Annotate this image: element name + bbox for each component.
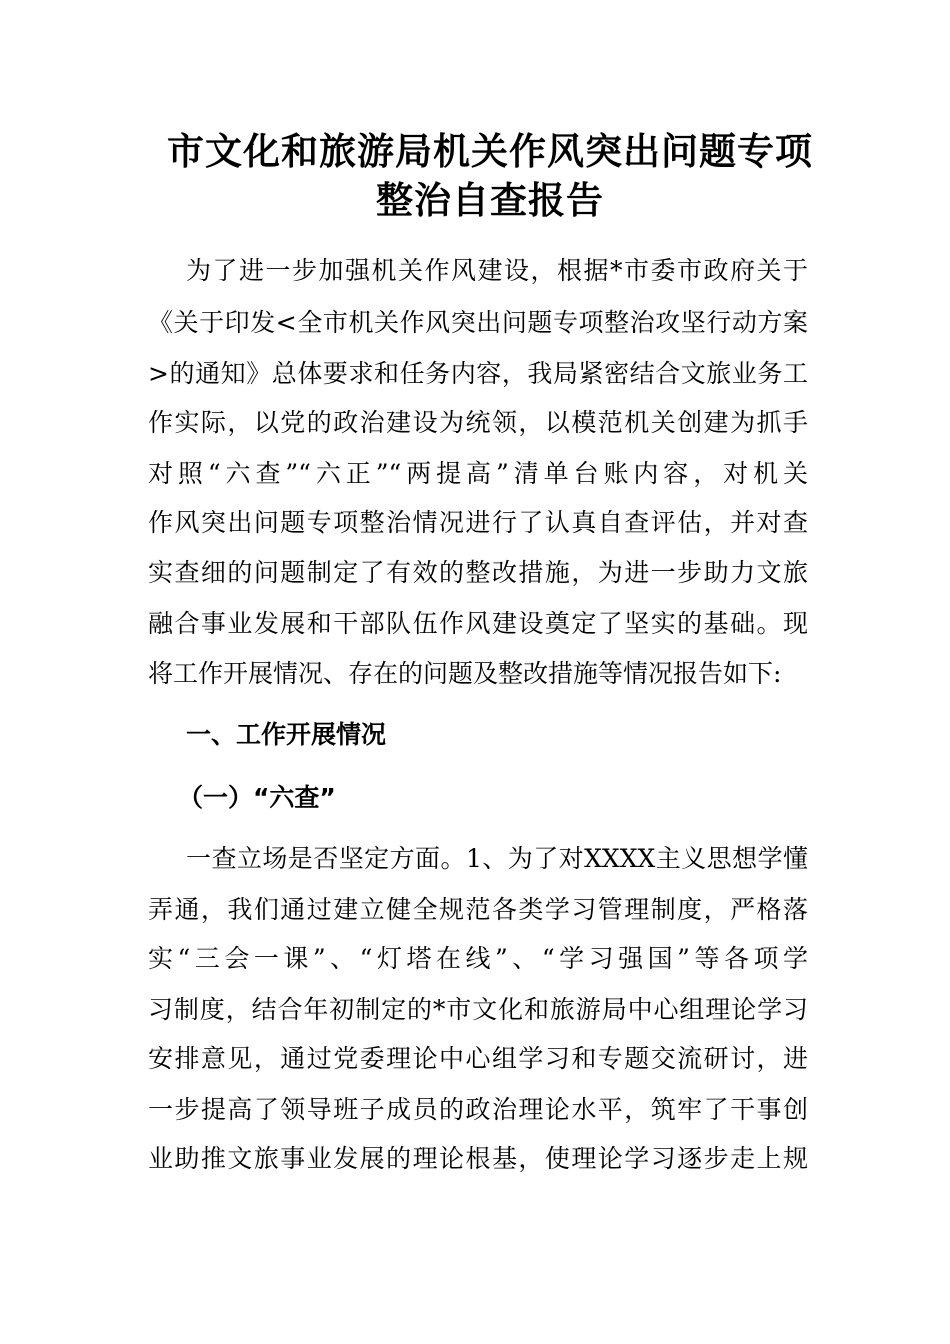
section-heading: 一、工作开展情况 bbox=[186, 720, 387, 749]
intro-paragraph-line: 实查细的问题制定了有效的整改措施，为进一步助力文旅 bbox=[148, 558, 808, 587]
body-paragraph-line: 一步提高了领导班子成员的政治理论水平，筑牢了干事创 bbox=[148, 1095, 808, 1124]
body-paragraph-line: 习制度，结合年初制定的*市文化和旅游局中心组理论学习 bbox=[148, 995, 808, 1024]
subsection-heading: （一）“六查” bbox=[178, 783, 336, 812]
body-paragraph-line: 实“三会一课”、“灯塔在线”、“学习强国”等各项学 bbox=[148, 944, 808, 973]
document-title-line-2: 整治自查报告 bbox=[376, 178, 604, 222]
intro-paragraph-line: >的通知》总体要求和任务内容，我局紧密结合文旅业务工 bbox=[148, 359, 808, 388]
body-paragraph-line: 安排意见，通过党委理论中心组学习和专题交流研讨，进 bbox=[148, 1044, 808, 1073]
intro-paragraph-line: 《关于印发<全市机关作风突出问题专项整治攻坚行动方案 bbox=[148, 308, 808, 337]
body-paragraph-line: 业助推文旅事业发展的理论根基，使理论学习逐步走上规 bbox=[148, 1144, 808, 1173]
intro-paragraph-line: 为了进一步加强机关作风建设，根据*市委市政府关于 bbox=[186, 256, 808, 285]
intro-paragraph-line: 融合事业发展和干部队伍作风建设奠定了坚实的基础。现 bbox=[148, 609, 808, 638]
intro-paragraph-line: 对照“六查”“六正”“两提高”清单台账内容，对机关 bbox=[148, 459, 808, 488]
body-paragraph-line: 一查立场是否坚定方面。1、为了对XXXX主义思想学懂 bbox=[186, 844, 808, 873]
intro-paragraph-line: 将工作开展情况、存在的问题及整改措施等情况报告如下: bbox=[148, 659, 782, 688]
body-paragraph-line: 弄通，我们通过建立健全规范各类学习管理制度，严格落 bbox=[148, 895, 808, 924]
intro-paragraph-line: 作实际，以党的政治建设为统领，以模范机关创建为抓手 bbox=[148, 408, 808, 437]
document-title-line-1: 市文化和旅游局机关作风突出问题专项 bbox=[167, 129, 813, 173]
intro-paragraph-line: 作风突出问题专项整治情况进行了认真自查评估，并对查 bbox=[148, 508, 808, 537]
